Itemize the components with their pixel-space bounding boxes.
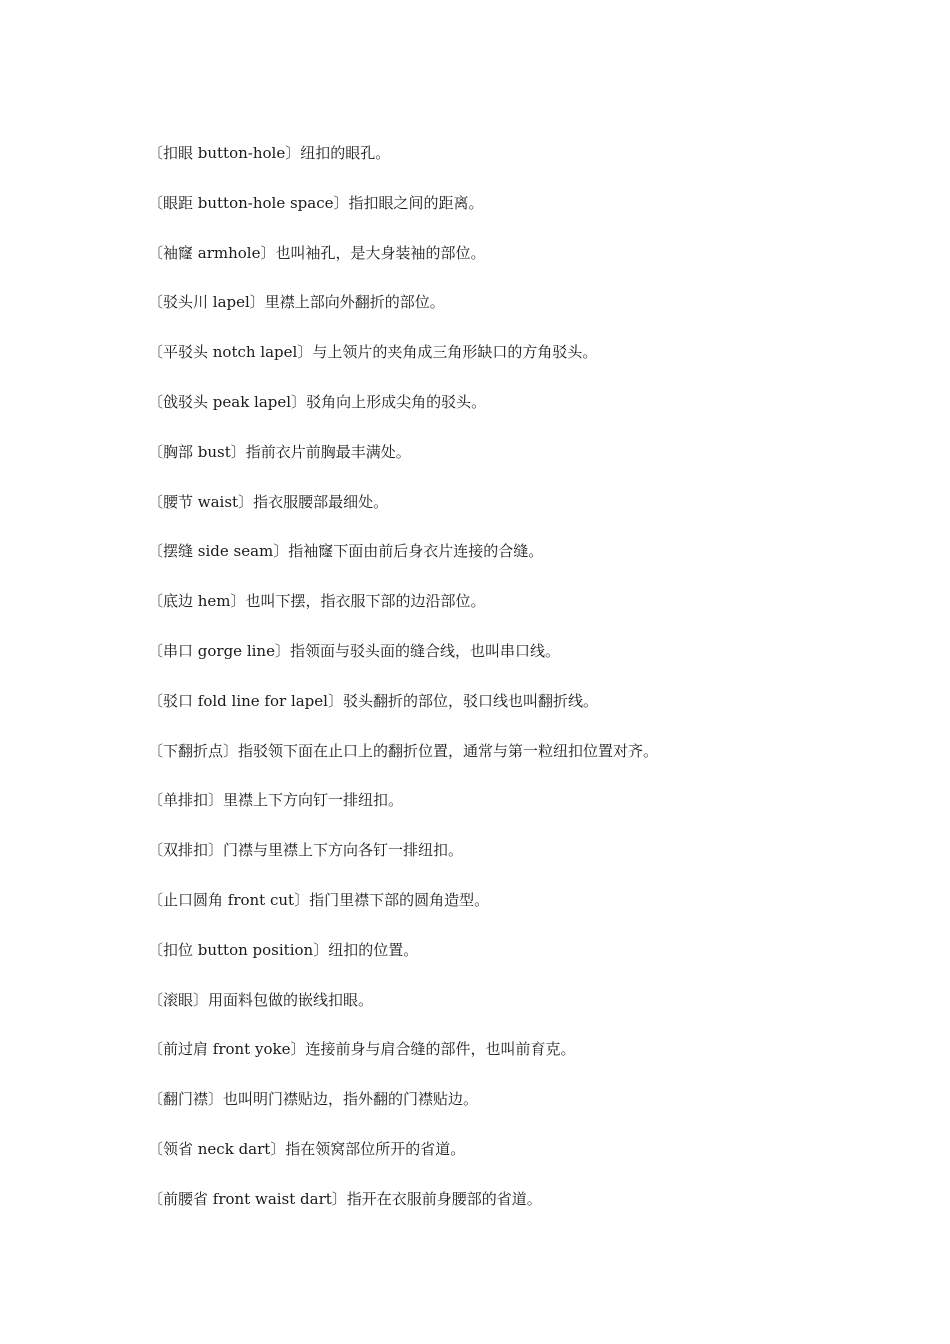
glossary-entry: 〔串口 gorge line〕指领面与驳头面的缝合线，也叫串口线。 bbox=[148, 641, 560, 660]
glossary-entry: 〔扣位 button position〕纽扣的位置。 bbox=[148, 940, 419, 959]
glossary-entry: 〔单排扣〕里襟上下方向钉一排纽扣。 bbox=[148, 791, 404, 810]
glossary-entry: 〔胸部 bust〕指前衣片前胸最丰满处。 bbox=[148, 442, 411, 461]
glossary-entry: 〔驳口 fold line for lapel〕驳头翻折的部位，驳口线也叫翻折线。 bbox=[148, 691, 598, 710]
glossary-entry: 〔前过肩 front yoke〕连接前身与肩合缝的部件，也叫前育克。 bbox=[148, 1040, 576, 1059]
glossary-list bbox=[148, 140, 908, 1236]
glossary-entry: 〔平驳头 notch lapel〕与上领片的夹角成三角形缺口的方角驳头。 bbox=[148, 343, 598, 362]
glossary-entry: 〔摆缝 side seam〕指袖窿下面由前后身衣片连接的合缝。 bbox=[148, 542, 544, 561]
glossary-entry: 〔底边 hem〕也叫下摆，指衣服下部的边沿部位。 bbox=[148, 592, 486, 611]
glossary-entry: 〔领省 neck dart〕指在领窝部位所开的省道。 bbox=[148, 1139, 466, 1158]
glossary-entry: 〔下翻折点〕指驳领下面在止口上的翻折位置，通常与第一粒纽扣位置对齐。 bbox=[148, 741, 659, 760]
glossary-entry: 〔驳头川 lapel〕里襟上部向外翻折的部位。 bbox=[148, 293, 445, 312]
glossary-entry: 〔前腰省 front waist dart〕指开在衣服前身腰部的省道。 bbox=[148, 1189, 542, 1208]
glossary-entry: 〔翻门襟〕也叫明门襟贴边，指外翻的门襟贴边。 bbox=[148, 1090, 479, 1109]
glossary-entry: 〔眼距 button-hole space〕指扣眼之间的距离。 bbox=[148, 193, 484, 212]
glossary-entry: 〔袖窿 armhole〕也叫袖孔，是大身装袖的部位。 bbox=[148, 243, 486, 262]
glossary-entry: 〔止口圆角 front cut〕指门里襟下部的圆角造型。 bbox=[148, 890, 490, 909]
glossary-entry: 〔双排扣〕门襟与里襟上下方向各钉一排纽扣。 bbox=[148, 841, 464, 860]
glossary-entry: 〔腰节 waist〕指衣服腰部最细处。 bbox=[148, 492, 389, 511]
glossary-entry: 〔扣眼 button-hole〕纽扣的眼孔。 bbox=[148, 144, 391, 162]
glossary-entry: 〔滚眼〕用面料包做的嵌线扣眼。 bbox=[148, 990, 374, 1009]
glossary-entry: 〔戗驳头 peak lapel〕驳角向上形成尖角的驳头。 bbox=[148, 392, 487, 411]
